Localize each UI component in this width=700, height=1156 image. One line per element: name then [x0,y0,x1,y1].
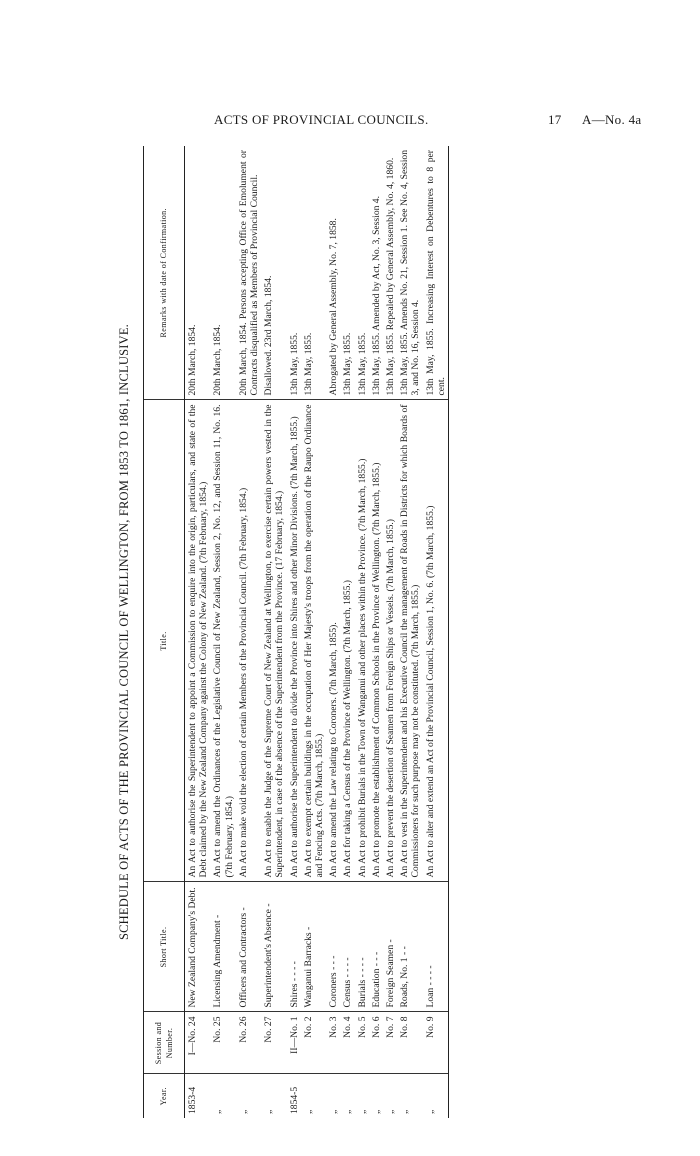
cell-short-title: Wanganui Barracks - [301,882,326,1012]
cell-session: No. 27 [261,1012,286,1074]
page-number: 17 [548,112,562,127]
table-row [210,146,235,1118]
cell-session: II—No. 1 [287,1012,301,1074]
cell-year: „ [342,1109,354,1114]
cell-remarks: 13th May, 1855. Increasing Interest on Debentures to 8 per cent. [423,146,449,400]
cell-year: „ [399,1109,411,1114]
cell-remarks: 20th March, 1854. [210,146,235,400]
cell-session: No. 7 [383,1012,397,1074]
table-row [326,146,340,1118]
table-row [261,146,286,1118]
cell-year: „ [328,1109,340,1114]
cell-session: No. 6 [369,1012,383,1074]
cell-remarks: 13th May, 1855. Amended by Act, No. 3, Session 4. [369,146,383,400]
cell-title: An Act to vest in the Superintendent and his Executive Council the management of Roads in Districts for which Boards of Commissioners for such purpose may not be constituted. (7th March, 1855.) [397,400,422,882]
cell-short-title: Loan - - - - [423,882,449,1012]
cell-year: „ [212,1109,224,1114]
table-row [340,146,354,1118]
page-header [0,112,700,132]
cell-remarks: 13th May, 1855. [340,146,354,400]
page-running-title: ACTS OF PROVINCIAL COUNCILS. [214,112,429,127]
table-row [287,146,301,1118]
cell-session: No. 4 [340,1012,354,1074]
schedule-table [143,146,449,1118]
cell-title: An Act to promote the establishment of Common Schools in the Province of Wellington. (7th March, 1855.) [369,400,383,882]
cell-short-title: Licensing Amendment - [210,882,235,1012]
table-header-row [144,146,185,1118]
cell-year: „ [370,1109,382,1114]
cell-session: No. 25 [210,1012,235,1074]
cell-year: „ [385,1109,397,1114]
cell-year: „ [423,1074,449,1118]
cell-short-title: Coroners - - - [326,882,340,1012]
table-row [397,146,422,1118]
table-row [236,146,261,1118]
cell-session: No. 26 [236,1012,261,1074]
cell-title: An Act to amend the Law relating to Coroners. (7th March, 1855). [326,400,340,882]
cell-remarks: 20th March, 1854. Persons accepting Office of Emolument or Contracts disqualified as Members of Provincial Council. [236,146,261,400]
cell-short-title: Superintendent's Absence - [261,882,286,1012]
cell-title: An Act to alter and extend an Act of the Provincial Council, Session 1, No. 6. (7th March, 1855.) [423,400,449,882]
cell-title: An Act to authorise the Superintendent to appoint a Commission to enquire into the origin, particulars, and state of the Debt claimed by the New Zealand Company against the Colony of New Zealand. (7th February, 1854.) [185,400,211,882]
column-header-short-title: Short Title. [144,882,185,1012]
table-row [185,146,211,1118]
cell-session: No. 8 [397,1012,422,1074]
session-reference: A—No. 4a [582,112,642,127]
cell-remarks: 13th May, 1855. Repealed by General Assembly, No. 4, 1860. [383,146,397,400]
cell-session: No. 3 [326,1012,340,1074]
cell-remarks: Abrogated by General Assembly, No. 7, 1858. [326,146,340,400]
cell-short-title: Shires - - - - [287,882,301,1012]
table-row [383,146,397,1118]
cell-short-title: Burials - - - - [355,882,369,1012]
cell-title: An Act to enable the Judge of the Supreme Court of New Zealand at Wellington, to exercise certain powers vested in the Superintendent, in case of the absence of the Superintendent from the Province. (17 February, 1854.) [261,400,286,882]
schedule-title: SCHEDULE OF ACTS OF THE PROVINCIAL COUNCIL OF WELLINGTON, FROM 1853 TO 1861, INCLUSIVE. [117,323,131,941]
cell-year: „ [263,1109,275,1114]
cell-session: No. 2 [301,1012,326,1074]
cell-short-title: Census - - - - [340,882,354,1012]
cell-title: An Act for taking a Census of the Province of Wellington. (7th March, 1855.) [340,400,354,882]
cell-title: An Act to prohibit Burials in the Town of Wanganui and other places within the Province. (7th March, 1855.) [355,400,369,882]
cell-remarks: 20th March, 1854. [185,146,211,400]
cell-session: No. 5 [355,1012,369,1074]
cell-session: No. 9 [423,1012,449,1074]
cell-title: An Act to prevent the desertion of Seamen from Foreign Ships or Vessels. (7th March, 1855.) [383,400,397,882]
cell-title: An Act to make void the election of certain Members of the Provincial Council. (7th February, 1854.) [236,400,261,882]
cell-year: „ [237,1109,249,1114]
cell-short-title: Officers and Contractors - [236,882,261,1012]
table-row [301,146,326,1118]
cell-session: I—No. 24 [185,1012,211,1074]
rotated-schedule [117,146,577,1118]
cell-title: An Act to amend the Ordinances of the Legislative Council of New Zealand, Session 2, No. 12, and Session 11, No. 16. (7th February, 1854.) [210,400,235,882]
cell-remarks: 13th May, 1855. Amends No. 21, Session 1. See No. 4, Session 3, and No. 16, Session 4. [397,146,422,400]
cell-short-title: New Zealand Company's Debt. [185,882,211,1012]
cell-title: An Act to authorise the Superintendent to divide the Province into Shires and other Minor Divisions. (7th March, 1855.) [287,400,301,882]
cell-year: 1853-4 [187,1086,198,1114]
cell-year: „ [356,1109,368,1114]
cell-remarks: 13th May, 1855. [287,146,301,400]
cell-short-title: Roads, No. 1 - - [397,882,422,1012]
table-row [369,146,383,1118]
cell-short-title: Foreign Seamen - [383,882,397,1012]
column-header-session: Session and Number. [144,1012,185,1074]
column-header-title: Title. [144,400,185,882]
cell-year: „ [302,1109,314,1114]
cell-remarks: Disallowed. 23rd March, 1854. [261,146,286,400]
cell-year: 1854-5 [288,1086,300,1114]
cell-remarks: 13th May, 1855. [355,146,369,400]
column-header-remarks: Remarks with date of Confirmation. [144,146,185,400]
cell-short-title: Education - - - [369,882,383,1012]
cell-title: An Act to exempt certain buildings in the occupation of Her Majesty's troops from the operation of the Raupo Ordinance and Fencing Acts. (7th March, 1855.) [301,400,326,882]
column-header-year: Year. [144,1074,185,1118]
table-row [355,146,369,1118]
cell-remarks: 13th May, 1855. [301,146,326,400]
table-row [423,146,449,1118]
